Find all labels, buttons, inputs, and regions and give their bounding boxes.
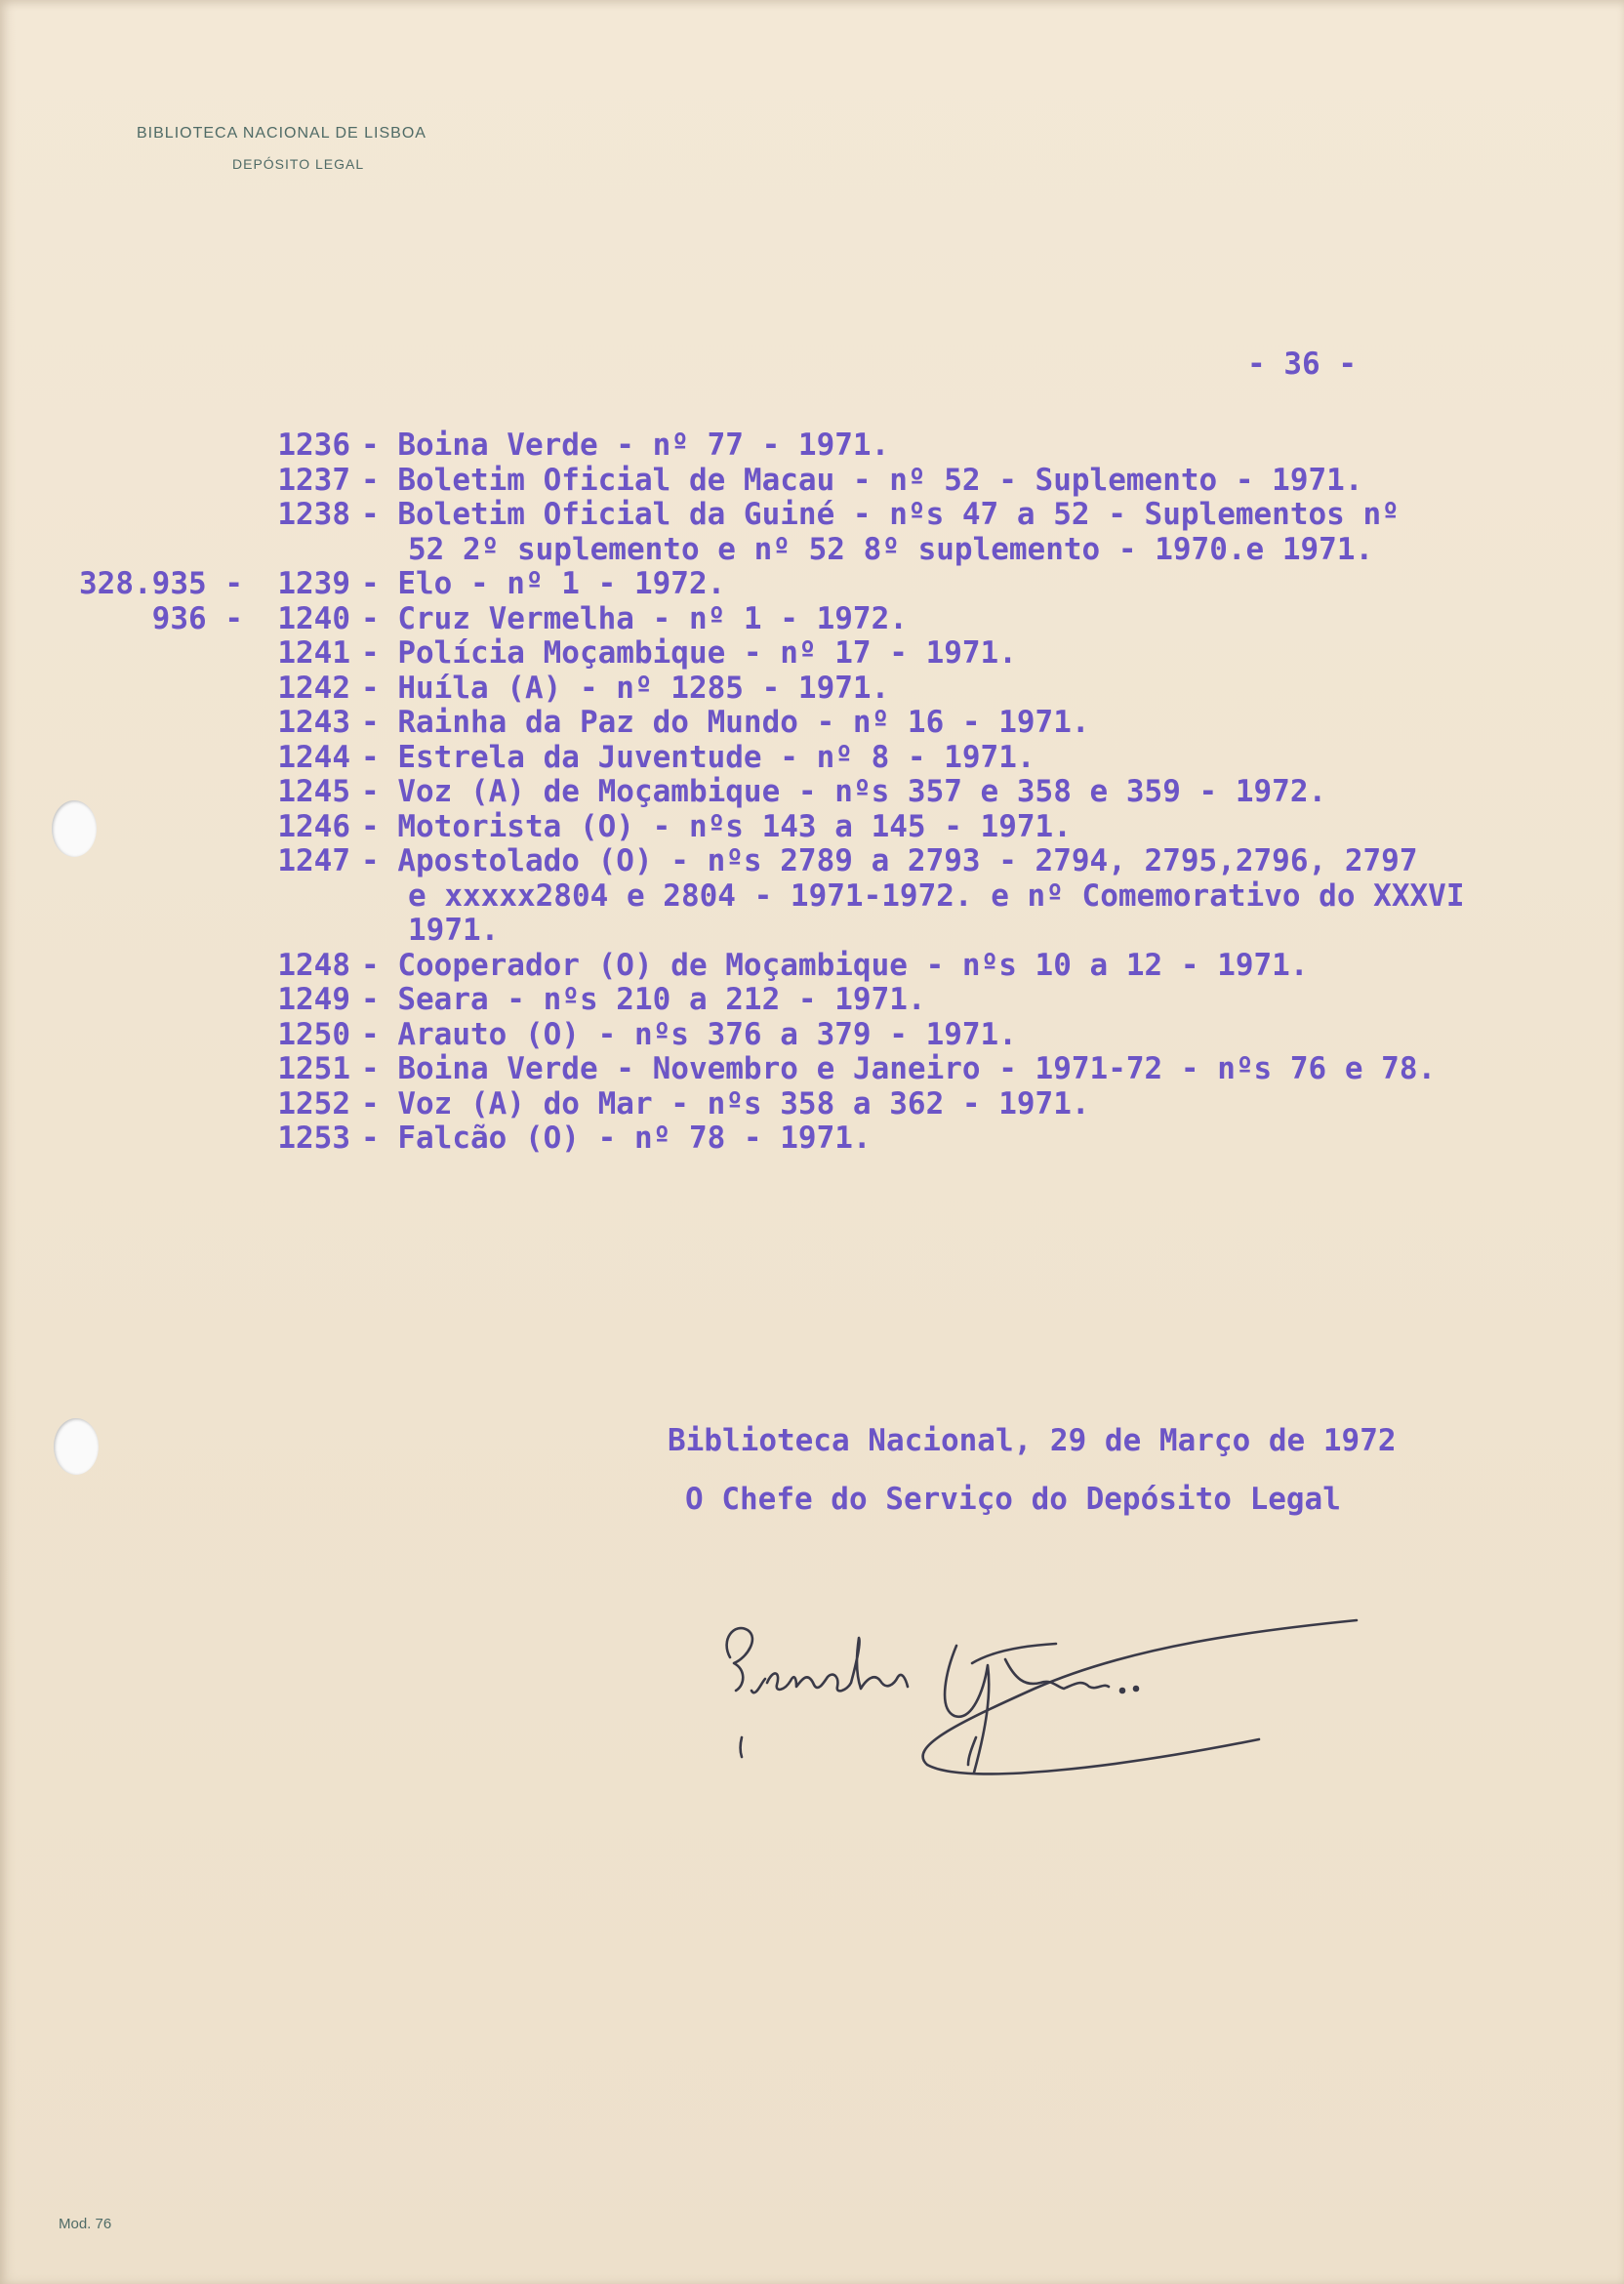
list-item bbox=[0, 1121, 1624, 1156]
entry-list bbox=[0, 428, 1624, 1156]
letterhead-institution: BIBLIOTECA NACIONAL DE LISBOA bbox=[137, 125, 426, 142]
list-item bbox=[0, 740, 1624, 775]
list-item-continuation bbox=[0, 878, 1624, 914]
entry-text: - Boletim Oficial da Guiné - nºs 47 a 52 - Suplementos nº bbox=[361, 497, 1400, 532]
entry-number: 1246 bbox=[277, 808, 350, 844]
entry-text: - Arauto (O) - nºs 376 a 379 - 1971. bbox=[361, 1016, 1017, 1052]
entry-text: - Boletim Oficial de Macau - nº 52 - Suplemento - 1971. bbox=[361, 462, 1363, 498]
list-item bbox=[0, 463, 1624, 498]
list-item bbox=[0, 1017, 1624, 1052]
entry-number: 1253 bbox=[277, 1121, 350, 1156]
entry-number: 1247 bbox=[277, 843, 350, 878]
entry-text: - Motorista (O) - nºs 143 a 145 - 1971. bbox=[361, 808, 1072, 844]
entry-text: - Cooperador (O) de Moçambique - nºs 10 a 12 - 1971. bbox=[361, 947, 1309, 983]
entry-text: - Cruz Vermelha - nº 1 - 1972. bbox=[361, 600, 908, 636]
entry-text-continuation: e xxxxx2804 e 2804 - 1971-1972. e nº Comemorativo do XXXVI bbox=[408, 877, 1465, 914]
list-item bbox=[0, 1051, 1624, 1086]
letterhead bbox=[137, 125, 426, 172]
signatory-role: O Chefe do Serviço do Depósito Legal bbox=[685, 1482, 1341, 1517]
entry-text: - Voz (A) de Moçambique - nºs 357 e 358 e 359 - 1972. bbox=[361, 774, 1327, 809]
entry-number: 1236 bbox=[277, 428, 350, 463]
entry-text-continuation: 1971. bbox=[408, 913, 500, 948]
entry-text: - Apostolado (O) - nºs 2789 a 2793 - 2794, 2795,2796, 2797 bbox=[361, 843, 1418, 878]
classification-number: 936 - bbox=[151, 600, 243, 636]
entry-text: - Falcão (O) - nº 78 - 1971. bbox=[361, 1121, 872, 1156]
entry-number: 1249 bbox=[277, 982, 350, 1017]
list-item bbox=[0, 566, 1624, 601]
place-date: Biblioteca Nacional, 29 de Março de 1972 bbox=[668, 1423, 1397, 1458]
entry-number: 1240 bbox=[277, 600, 350, 636]
list-item bbox=[0, 982, 1624, 1017]
entry-number: 1239 bbox=[277, 566, 350, 601]
list-item bbox=[0, 1086, 1624, 1122]
page-number: - 36 - bbox=[1247, 347, 1357, 382]
classification-number: 328.935 - bbox=[79, 566, 243, 601]
list-item bbox=[0, 705, 1624, 740]
entry-number: 1242 bbox=[277, 670, 350, 706]
binder-hole-bottom bbox=[54, 1418, 99, 1475]
list-item bbox=[0, 843, 1624, 878]
list-item bbox=[0, 774, 1624, 809]
list-item-continuation bbox=[0, 913, 1624, 948]
list-item bbox=[0, 601, 1624, 636]
entry-text: - Estrela da Juventude - nº 8 - 1971. bbox=[361, 739, 1035, 775]
list-item bbox=[0, 497, 1624, 532]
entry-number: 1243 bbox=[277, 705, 350, 740]
entry-number: 1251 bbox=[277, 1051, 350, 1086]
handwritten-signature bbox=[712, 1601, 1376, 1796]
entry-number: 1248 bbox=[277, 947, 350, 983]
entry-number: 1238 bbox=[277, 497, 350, 532]
entry-text: - Elo - nº 1 - 1972. bbox=[361, 566, 726, 601]
list-item bbox=[0, 809, 1624, 844]
entry-text: - Boina Verde - Novembro e Janeiro - 1971-72 - nºs 76 e 78. bbox=[361, 1051, 1437, 1086]
list-item bbox=[0, 428, 1624, 463]
list-item bbox=[0, 948, 1624, 983]
entry-text: - Seara - nºs 210 a 212 - 1971. bbox=[361, 982, 926, 1017]
form-code: Mod. 76 bbox=[59, 2216, 112, 2232]
closing-block bbox=[668, 1423, 1397, 1540]
list-item bbox=[0, 671, 1624, 706]
entry-number: 1237 bbox=[277, 462, 350, 498]
entry-number: 1250 bbox=[277, 1016, 350, 1052]
entry-number: 1252 bbox=[277, 1085, 350, 1122]
entry-text: - Polícia Moçambique - nº 17 - 1971. bbox=[361, 635, 1017, 671]
letterhead-department: DEPÓSITO LEGAL bbox=[232, 156, 365, 172]
entry-text-continuation: 52 2º suplemento e nº 52 8º suplemento - 1970.e 1971. bbox=[408, 531, 1374, 567]
list-item-continuation bbox=[0, 532, 1624, 567]
list-item bbox=[0, 635, 1624, 671]
entry-text: - Boina Verde - nº 77 - 1971. bbox=[361, 428, 890, 463]
entry-text: - Huíla (A) - nº 1285 - 1971. bbox=[361, 670, 890, 706]
entry-number: 1244 bbox=[277, 739, 350, 775]
entry-number: 1245 bbox=[277, 774, 350, 809]
entry-number: 1241 bbox=[277, 635, 350, 671]
entry-text: - Voz (A) do Mar - nºs 358 a 362 - 1971. bbox=[361, 1085, 1090, 1122]
binder-hole-top bbox=[52, 800, 97, 857]
entry-text: - Rainha da Paz do Mundo - nº 16 - 1971. bbox=[361, 705, 1090, 740]
